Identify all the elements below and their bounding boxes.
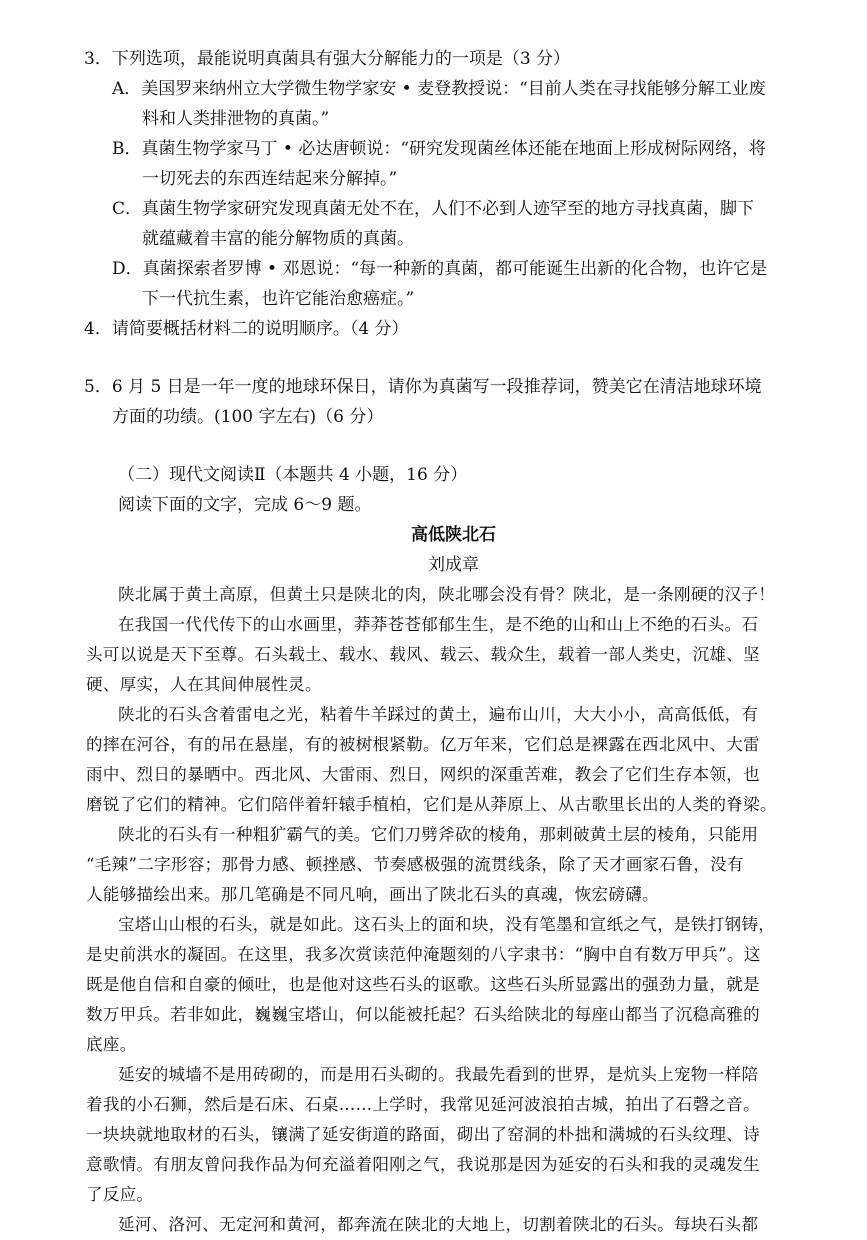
paragraph-6-line-3: 一块块就地取材的石头，镶满了延安街道的路面，砌出了窑洞的朴拙和满城的石头纹理、诗 <box>86 1125 760 1144</box>
paragraph-4-line-1: 陕北的石头有一种粗犷霸气的美。它们刀劈斧砍的棱角，那刺破黄土层的棱角，只能用 <box>118 825 759 844</box>
question-3-option-d-line-2: 下一代抗生素，也许它能治愈癌症。” <box>142 289 415 309</box>
article-body <box>0 580 867 1240</box>
paragraph-6-line-4: 意歌情。有朋友曾问我作品为何充溢着阳刚之气，我说那是因为延安的石头和我的灵魂发生 <box>86 1155 760 1174</box>
paragraph-5-line-2: 是史前洪水的凝固。在这里，我多次赏读范仲淹题刻的八字隶书：“胸中自有数万甲兵”。这 <box>86 945 761 964</box>
paragraph-6-line-1: 延安的城墙不是用砖砌的，而是用石头砌的。我最先看到的世界，是炕头上宠物一样陪 <box>118 1065 759 1084</box>
section-instruction: 阅读下面的文字，完成 6～9 题。 <box>118 495 372 515</box>
question-5-line-1: 5．6 月 5 日是一年一度的地球环保日，请你为真菌写一段推荐词，赞美它在清洁地球环境 <box>84 377 762 397</box>
question-5-line-2: 方面的功绩。(100 字左右)（6 分） <box>112 407 384 427</box>
question-3-option-b-line-1: B．真菌生物学家马丁 • 必达唐顿说：“研究发现菌丝体还能在地面上形成树际网络，将 <box>112 139 767 159</box>
paragraph-2-line-3: 硬、厚实，人在其间伸展性灵。 <box>86 675 322 694</box>
paragraph-6-line-5: 了反应。 <box>86 1185 154 1204</box>
article-author: 刘成章 <box>428 555 479 575</box>
section-heading: （二）现代文阅读Ⅱ（本题共 4 小题，16 分） <box>118 465 468 485</box>
paragraph-3-line-2: 的摔在河谷，有的吊在悬崖，有的被树根紧勒。亿万年来，它们总是裸露在西北风中、大雷 <box>86 735 760 754</box>
paragraph-5-line-4: 数万甲兵。若非如此，巍巍宝塔山，何以能被托起？石头给陕北的每座山都当了沉稳高雅的 <box>86 1005 760 1024</box>
paragraph-7-line-1: 延河、洛河、无定河和黄河，都奔流在陕北的大地上，切割着陕北的石头。每块石头都 <box>118 1215 759 1234</box>
paragraph-4-line-2: “毛辣”二字形容；那骨力感、顿挫感、节奏感极强的流贯线条，除了天才画家石鲁，没有 <box>86 855 744 874</box>
paragraph-3-line-3: 雨中、烈日的暴晒中。西北风、大雷雨、烈日，网织的深重苦难，教会了它们生存本领，也 <box>86 765 760 784</box>
paragraph-3-line-4: 磨锐了它们的精神。它们陪伴着轩辕手植柏，它们是从莽原上、从古歌里长出的人类的脊梁。 <box>86 795 777 814</box>
paragraph-5-line-3: 既是他自信和自豪的倾吐，也是他对这些石头的讴歌。这些石头所显露出的强劲力量，就是 <box>86 975 760 994</box>
article-title: 高低陕北石 <box>411 525 496 545</box>
paragraph-4-line-3: 人能够描绘出来。那几笔确是不同凡响，画出了陕北石头的真魂，恢宏磅礴。 <box>86 885 659 904</box>
paragraph-2-line-2: 头可以说是天下至尊。石头载土、载水、载风、载云、载众生，载着一部人类史，沉雄、坚 <box>86 645 760 664</box>
paragraph-5-line-5: 底座。 <box>86 1035 137 1054</box>
paragraph-6-line-2: 着我的小石狮，然后是石床、石桌……上学时，我常见延河波浪拍古城，拍出了石磬之音。 <box>86 1095 760 1114</box>
question-3-option-b-line-2: 一切死去的东西连结起来分解掉。” <box>142 169 398 189</box>
question-3-option-c-line-1: C．真菌生物学家研究发现真菌无处不在，人们不必到人迹罕至的地方寻找真菌，脚下 <box>112 199 755 219</box>
question-3-option-c-line-2: 就蕴藏着丰富的能分解物质的真菌。 <box>142 229 414 249</box>
question-3-option-a-line-2: 料和人类排泄物的真菌。” <box>142 109 330 129</box>
paragraph-2-line-1: 在我国一代代传下的山水画里，莽莽苍苍郁郁生生，是不绝的山和山上不绝的石头。石 <box>118 615 759 634</box>
paragraph-1-line-1: 陕北属于黄土高原，但黄土只是陕北的肉，陕北哪会没有骨？陕北，是一条刚硬的汉子！ <box>118 585 776 604</box>
paragraph-5-line-1: 宝塔山山根的石头，就是如此。这石头上的面和块，没有笔墨和宣纸之气，是铁打钢铸， <box>118 915 776 934</box>
question-3-stem: 3．下列选项，最能说明真菌具有强大分解能力的一项是（3 分） <box>84 49 571 69</box>
paragraph-3-line-1: 陕北的石头含着雷电之光，粘着牛羊踩过的黄土，遍布山川，大大小小，高高低低，有 <box>118 705 759 724</box>
question-3-option-a-line-1: A．美国罗来纳州立大学微生物学家安 • 麦登教授说：“目前人类在寻找能够分解工业废 <box>112 79 766 99</box>
question-4: 4．请简要概括材料二的说明顺序。（4 分） <box>84 319 409 339</box>
question-3-option-d-line-1: D．真菌探索者罗博 • 邓恩说：“每一种新的真菌，都可能诞生出新的化合物，也许它是 <box>112 259 768 279</box>
